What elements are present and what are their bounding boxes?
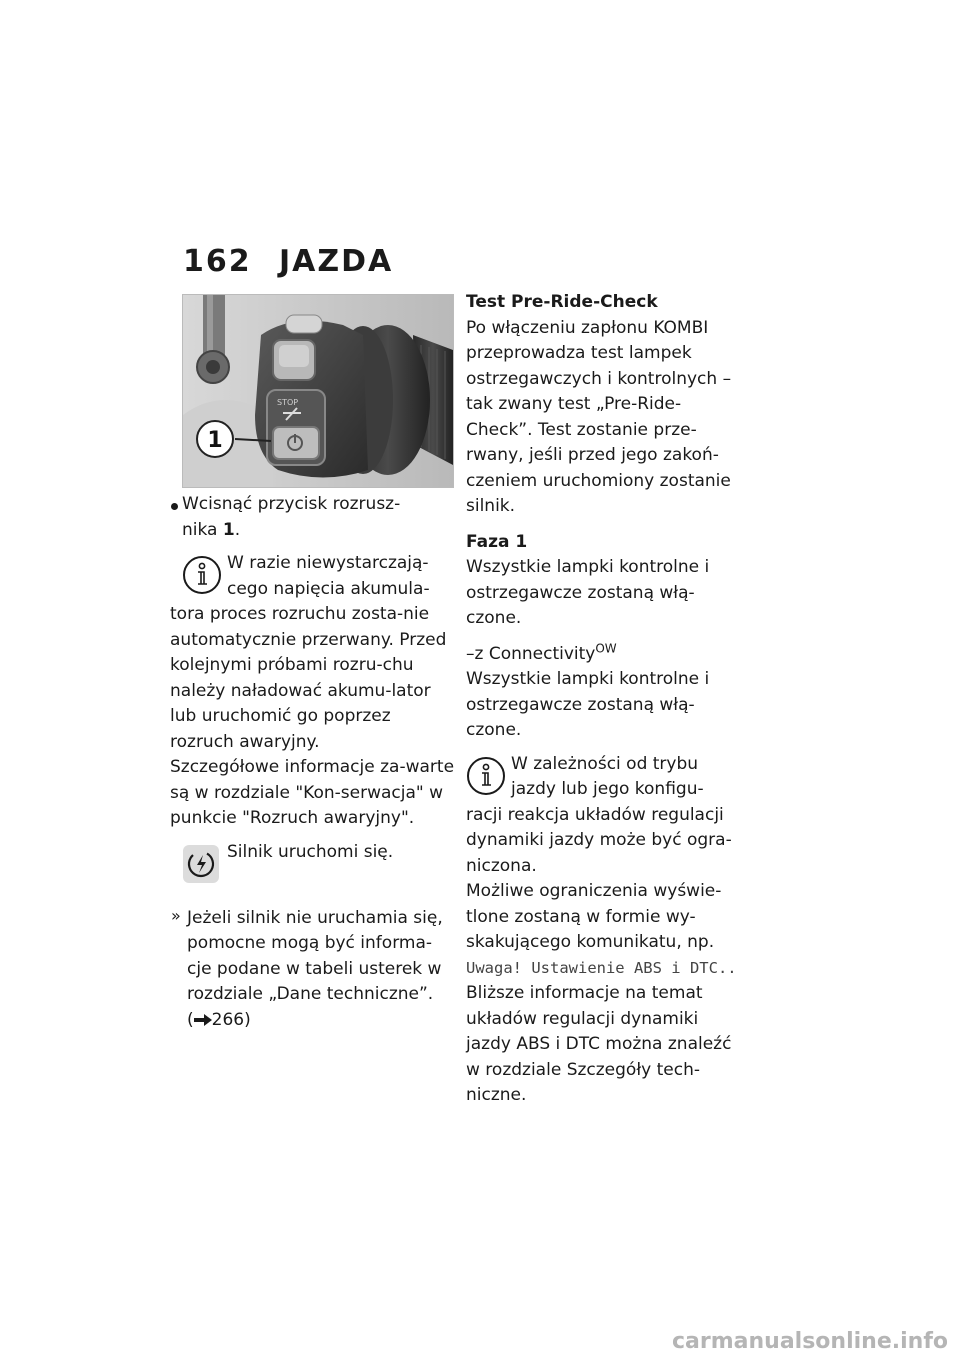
step-text: Jeżeli silnik nie uruchamia się, pomocne mogą być informa-cje podane w tabeli usterek w rozdziale „Dane techniczne”. xyxy=(187,907,443,1004)
page-arrow-icon xyxy=(194,1014,212,1026)
stop-label: STOP xyxy=(277,398,299,407)
watermark: carmanualsonline.info xyxy=(672,1329,948,1354)
heading-pre-ride-check: Test Pre-Ride-Check xyxy=(466,292,658,312)
bullet-end: . xyxy=(234,519,241,540)
note1-paragraph: tora proces rozruchu zosta-nie automatycznie przerwany. Przed kolejnymi próbami rozru-chu należy naładować akumu-lator lub uruchomić go poprzez rozruch awaryjny. xyxy=(170,604,447,752)
page-ref-link[interactable]: 266) xyxy=(211,1009,251,1030)
regulation-note xyxy=(466,752,741,1109)
result-text: Silnik uruchomi się. xyxy=(227,841,394,862)
info-icon xyxy=(466,756,506,796)
note2-line-2: jazdy lub jego konfigu- xyxy=(511,779,704,799)
option-connectivity xyxy=(466,642,741,668)
pre-ride-paragraph: Po włączeniu zapłonu KOMBI przeprowadza test lampek ostrzegawczych i kontrolnych – tak zwany test „Pre-Ride-Check”. Test zostanie prze-rwany, jeśli przed jego zakoń-czeniem uruchomiony zostanie silnik. xyxy=(466,317,732,516)
note2-paragraph-2: Możliwe ograniczenia wyświe-tlone zostaną w formie wy-skakującego komunikatu, np. xyxy=(466,881,722,952)
instruction-bullet xyxy=(170,492,455,543)
option-prefix: –z Connectivity xyxy=(466,643,596,664)
page-number: 162 xyxy=(183,244,252,279)
connectivity-paragraph: Wszystkie lampki kontrolne i ostrzegawcze zostaną włą-czone. xyxy=(466,669,710,740)
bullet-icon xyxy=(171,503,178,510)
note2-paragraph: racji reakcja układów regulacji dynamiki jazdy może być ogra-niczona. xyxy=(466,804,732,876)
page-header xyxy=(183,244,393,279)
bullet-ref: 1 xyxy=(222,519,235,540)
bullet-text: Wcisnąć przycisk rozrusz-nika xyxy=(182,494,401,540)
callout-1: 1 xyxy=(207,428,223,453)
step-ref-open: ( xyxy=(187,1009,194,1030)
note1-line-2: cego napięcia akumula- xyxy=(227,578,430,599)
step-marker: » xyxy=(171,905,181,925)
note1-line-1: W razie niewystarczają- xyxy=(227,553,429,573)
note2-paragraph-3: Bliższe informacje na temat układów regulacji dynamiki jazdy ABS i DTC można znaleźć w rozdziale Szczegóły tech-niczne. xyxy=(466,983,732,1105)
engine-start-icon xyxy=(182,844,220,884)
section-title: JAZDA xyxy=(279,244,394,279)
option-sup: OW xyxy=(595,640,617,655)
right-column xyxy=(466,290,741,1109)
engine-start-result xyxy=(170,840,455,888)
note1-paragraph-2: Szczegółowe informacje za-warte są w rozdziale "Kon-serwacja" w punkcie "Rozruch awaryjny". xyxy=(170,757,455,828)
handlebar-switch-photo xyxy=(182,294,454,488)
phase1-paragraph: Wszystkie lampki kontrolne i ostrzegawcze zostaną włą-czone. xyxy=(466,557,710,628)
battery-note xyxy=(170,551,455,832)
heading-phase-1: Faza 1 xyxy=(466,531,528,552)
popup-message: Uwaga! Ustawienie ABS i DTC.. xyxy=(466,958,737,977)
handlebar-switch-illustration xyxy=(183,295,453,487)
note2-line-1: W zależności od trybu xyxy=(511,753,699,774)
troubleshoot-step xyxy=(170,906,455,1034)
info-icon xyxy=(182,555,222,595)
left-column xyxy=(170,294,455,1033)
